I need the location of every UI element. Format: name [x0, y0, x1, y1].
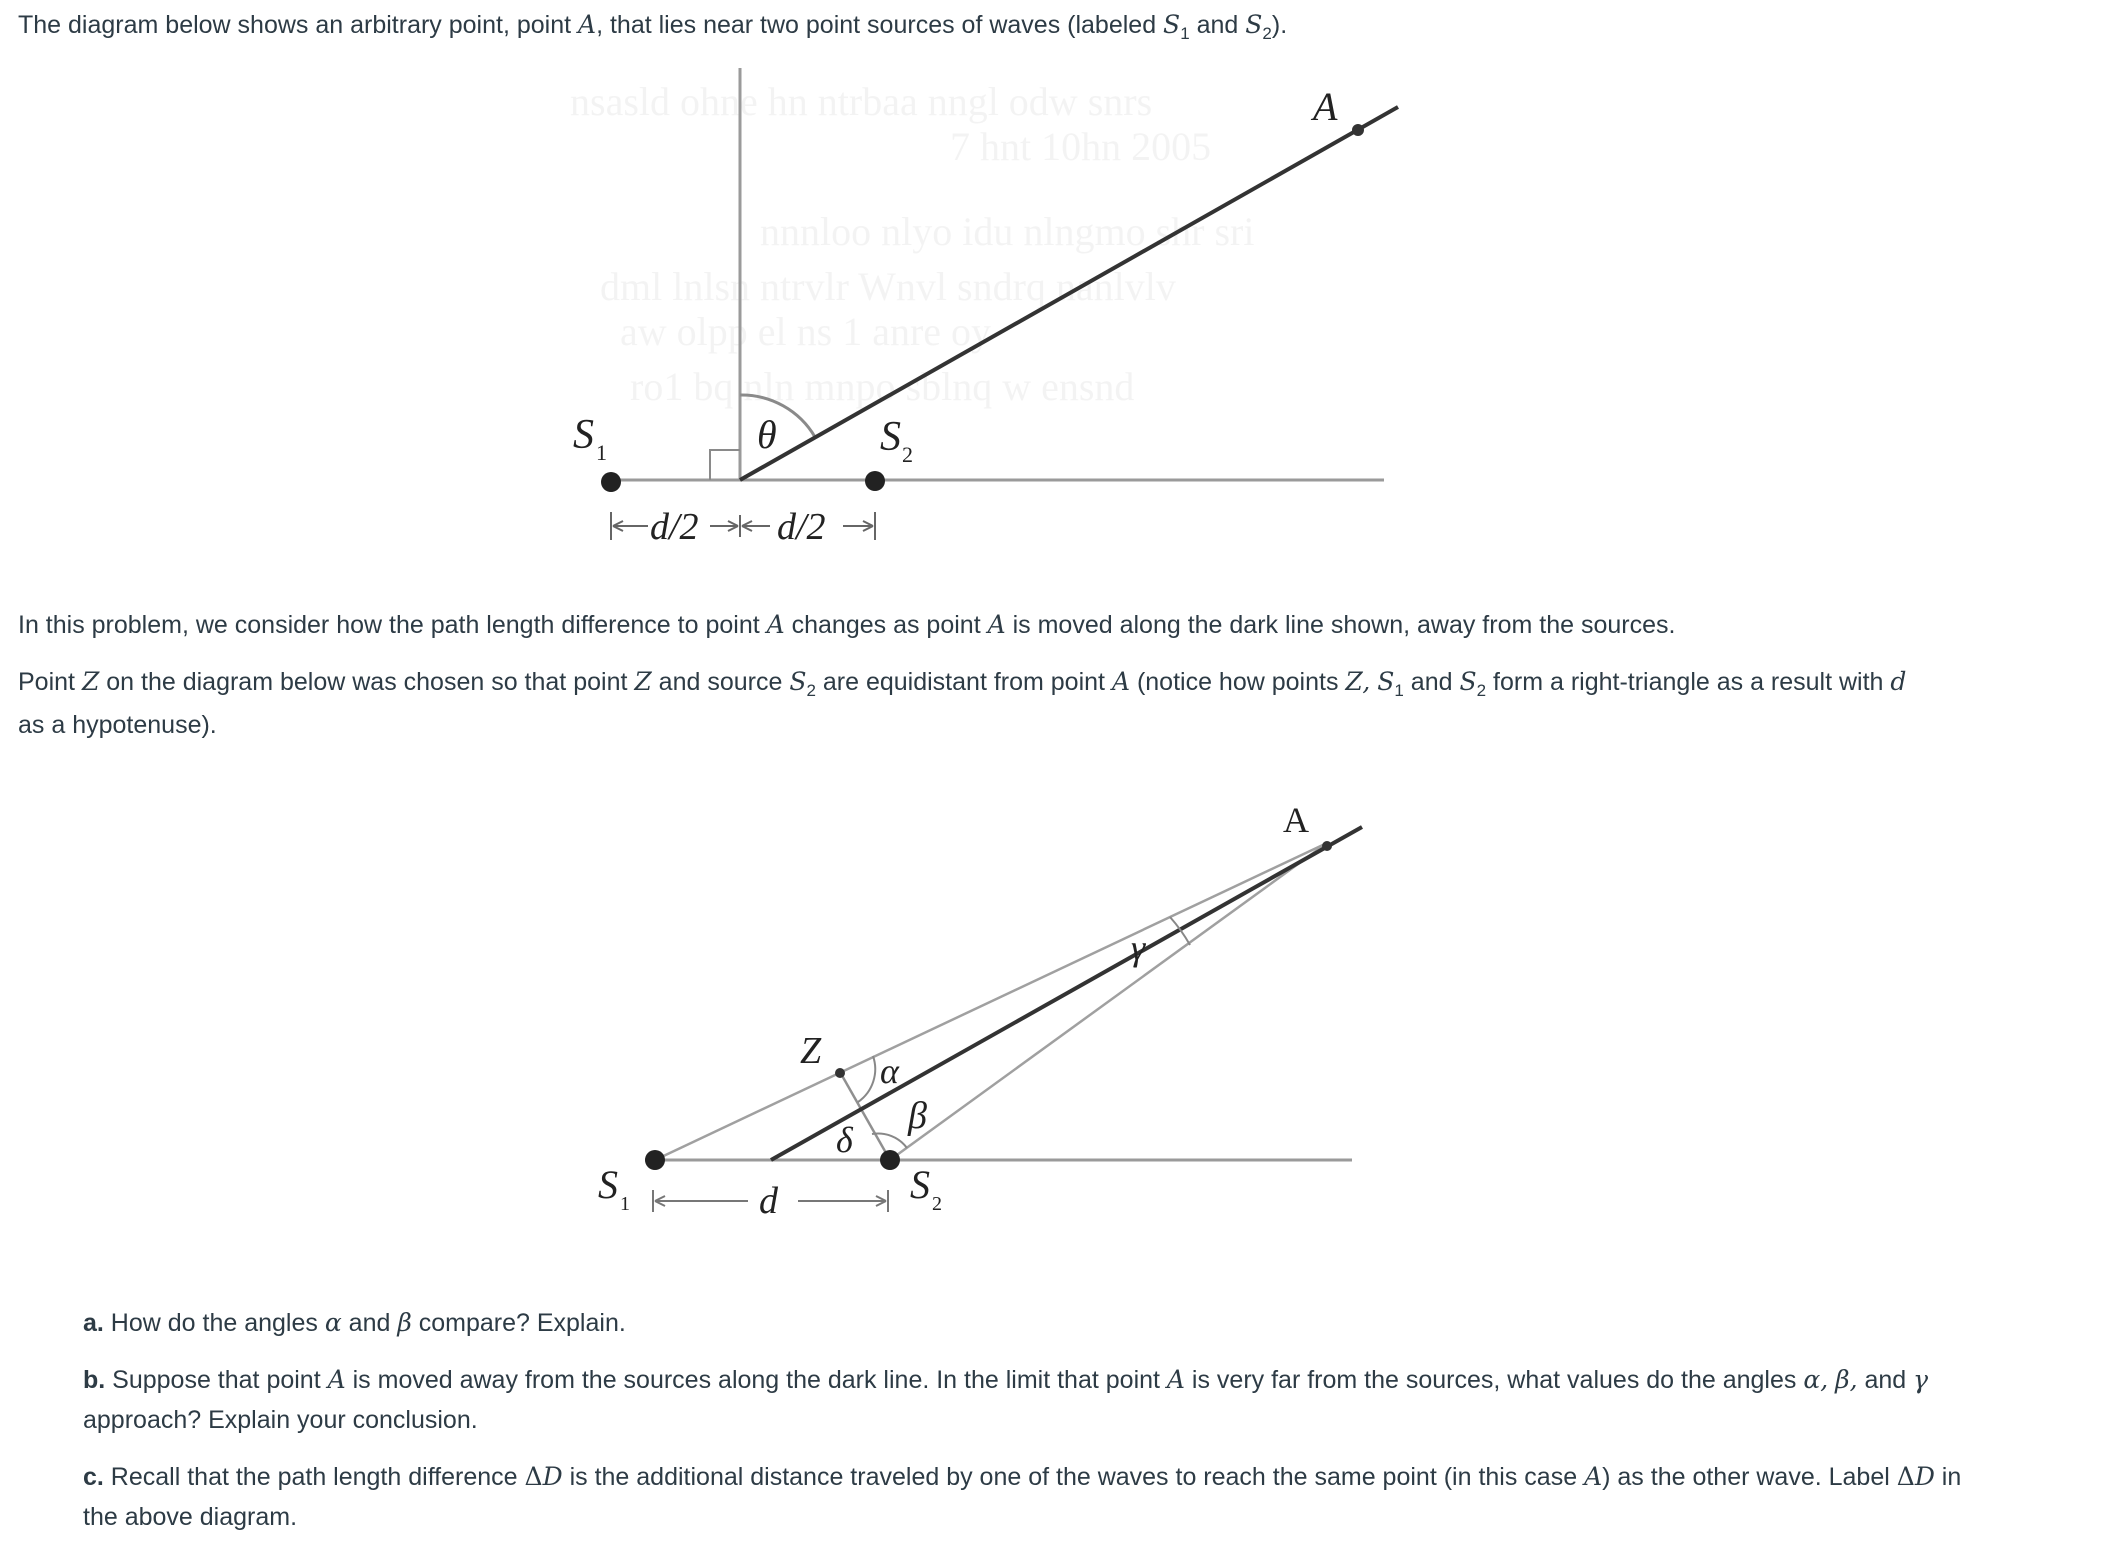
intro-text-4: ).	[1271, 11, 1288, 39]
p3-math-S2-sub: 2	[806, 681, 816, 700]
label-d2-left: d/2	[650, 506, 699, 548]
qa-text-3: compare? Explain.	[411, 1309, 626, 1337]
label-S2-2: S	[910, 1162, 930, 1207]
p3-text-8: as a hypotenuse).	[18, 711, 217, 739]
qc-text-1: Recall that the path length difference	[103, 1463, 525, 1491]
qc-D1: D	[542, 1462, 563, 1491]
qb-alpha: α,	[1803, 1365, 1829, 1394]
label-alpha: α	[880, 1051, 899, 1091]
p3-math-d: d	[1890, 667, 1907, 696]
label-gamma: γ	[1131, 928, 1146, 968]
qc-text-4: in the above diagram.	[83, 1463, 1962, 1531]
qc-D2: D	[1914, 1462, 1935, 1491]
p2-text-2: changes as point	[784, 611, 988, 639]
p2-text-3: is moved along the dark line shown, away from the sources.	[1005, 611, 1676, 639]
p3-text-6: and	[1403, 668, 1460, 696]
label-d2-right: d/2	[777, 506, 826, 548]
qb-text-5: approach? Explain your conclusion.	[83, 1406, 478, 1434]
point-A2-dot	[1322, 841, 1332, 851]
label-S2: S	[880, 414, 901, 460]
source-S1-dot-2	[645, 1150, 665, 1170]
p3-math-S2: S	[789, 667, 807, 696]
math-S2: S	[1245, 10, 1263, 39]
qb-A2: A	[1166, 1365, 1185, 1394]
qb-text-2: is moved away from the sources along the dark line. In the limit that point	[345, 1366, 1167, 1394]
p2-math-A1: A	[766, 610, 785, 639]
question-c	[83, 1457, 1983, 1537]
intro-text-3: and	[1189, 11, 1246, 39]
qc-delta: Δ	[524, 1462, 543, 1491]
qa-alpha: α	[324, 1308, 342, 1337]
label-S1-sub: 1	[596, 440, 607, 465]
svg-text:7 hnt 10hn 2005: 7 hnt 10hn 2005	[950, 124, 1212, 169]
label-S1-sub-2: 1	[620, 1193, 630, 1215]
label-theta: θ	[757, 412, 777, 457]
p3-text-1: Point	[18, 668, 82, 696]
gamma-arc	[1170, 917, 1190, 945]
question-a-label: a.	[83, 1309, 104, 1337]
point-Z-dot	[835, 1068, 845, 1078]
source-S2-dot-2	[880, 1150, 900, 1170]
label-A2: A	[1283, 800, 1309, 840]
qc-text-3: ) as the other wave. Label	[1602, 1463, 1897, 1491]
p3-text-7: form a right-triangle as a result with	[1486, 668, 1891, 696]
p3-math-S2b: S	[1459, 667, 1477, 696]
qb-text-3: is very far from the sources, what values do the angles	[1184, 1366, 1804, 1394]
p3-text-2: on the diagram below was chosen so that point	[99, 668, 635, 696]
label-delta: δ	[836, 1120, 853, 1160]
label-S1-2: S	[598, 1162, 618, 1207]
label-Z: Z	[800, 1030, 822, 1072]
label-S2-sub: 2	[902, 442, 913, 467]
qb-gamma: γ	[1913, 1365, 1929, 1394]
qa-text-1: How do the angles	[103, 1309, 325, 1337]
math-S2-sub: 2	[1262, 24, 1272, 43]
p3-math-S1: S	[1377, 667, 1395, 696]
p3-math-S2b-sub: 2	[1476, 681, 1487, 700]
label-beta: β	[908, 1095, 927, 1137]
qc-A: A	[1584, 1462, 1603, 1491]
question-b	[83, 1360, 1983, 1440]
qc-text-2: is the additional distance traveled by one of the waves to reach the same point (in this case	[562, 1463, 1585, 1491]
p3-math-Z1: Z	[81, 667, 100, 696]
p2-math-A2: A	[987, 610, 1006, 639]
qb-A1: A	[327, 1365, 346, 1394]
p3-math-S1-sub: 1	[1394, 681, 1404, 700]
svg-text:nsasld ohne hn ntrbaa nngl odw: nsasld ohne hn ntrbaa nngl odw snrs	[570, 79, 1153, 124]
intro-text-2: , that lies near two point sources of waves (labeled	[596, 11, 1164, 39]
qb-beta: β,	[1835, 1365, 1858, 1394]
qc-delta2: Δ	[1896, 1462, 1915, 1491]
svg-text:aw olpp el ns 1 anre oy: aw olpp el ns 1 anre oy	[620, 309, 992, 354]
label-A: A	[1313, 84, 1338, 129]
dark-line-2	[771, 827, 1362, 1160]
line-S1-to-A	[655, 843, 1327, 1160]
question-a	[83, 1303, 2043, 1343]
question-b-label: b.	[83, 1366, 106, 1394]
p3-text-5: (notice how points	[1130, 668, 1346, 696]
qb-text-4: and	[1857, 1366, 1914, 1394]
p3-math-Z3: Z,	[1345, 667, 1371, 696]
svg-text:nnnloo nlyo idu nlngmo shr sri: nnnloo nlyo idu nlngmo shr sri	[760, 209, 1255, 254]
intro-text-1: The diagram below shows an arbitrary point, point	[18, 11, 579, 39]
math-S1-sub: 1	[1180, 24, 1190, 43]
p3-text-3: and source	[651, 668, 790, 696]
question-c-label: c.	[83, 1463, 104, 1491]
p3-math-Z2: Z	[634, 667, 652, 696]
p2-text-1: In this problem, we consider how the path length difference to point	[18, 611, 767, 639]
qa-text-2: and	[341, 1309, 398, 1337]
svg-text:dml lnlsn ntrvlr Wnvl sndrq na: dml lnlsn ntrvlr Wnvl sndrq nanlvlv	[600, 264, 1176, 309]
label-d: d	[759, 1180, 778, 1222]
math-S1: S	[1163, 10, 1181, 39]
svg-text:ro1 bq nln mnpo sblnq w ensnd: ro1 bq nln mnpo sblnq w ensnd	[630, 364, 1135, 409]
p3-math-A: A	[1111, 667, 1130, 696]
label-S2-sub-2: 2	[932, 1193, 942, 1215]
label-S1: S	[573, 412, 594, 458]
qa-beta: β	[397, 1308, 412, 1337]
qb-text-1: Suppose that point	[105, 1366, 328, 1394]
math-A: A	[578, 10, 597, 39]
line-S2-to-A	[890, 843, 1327, 1160]
p3-text-4: are equidistant from point	[815, 668, 1112, 696]
